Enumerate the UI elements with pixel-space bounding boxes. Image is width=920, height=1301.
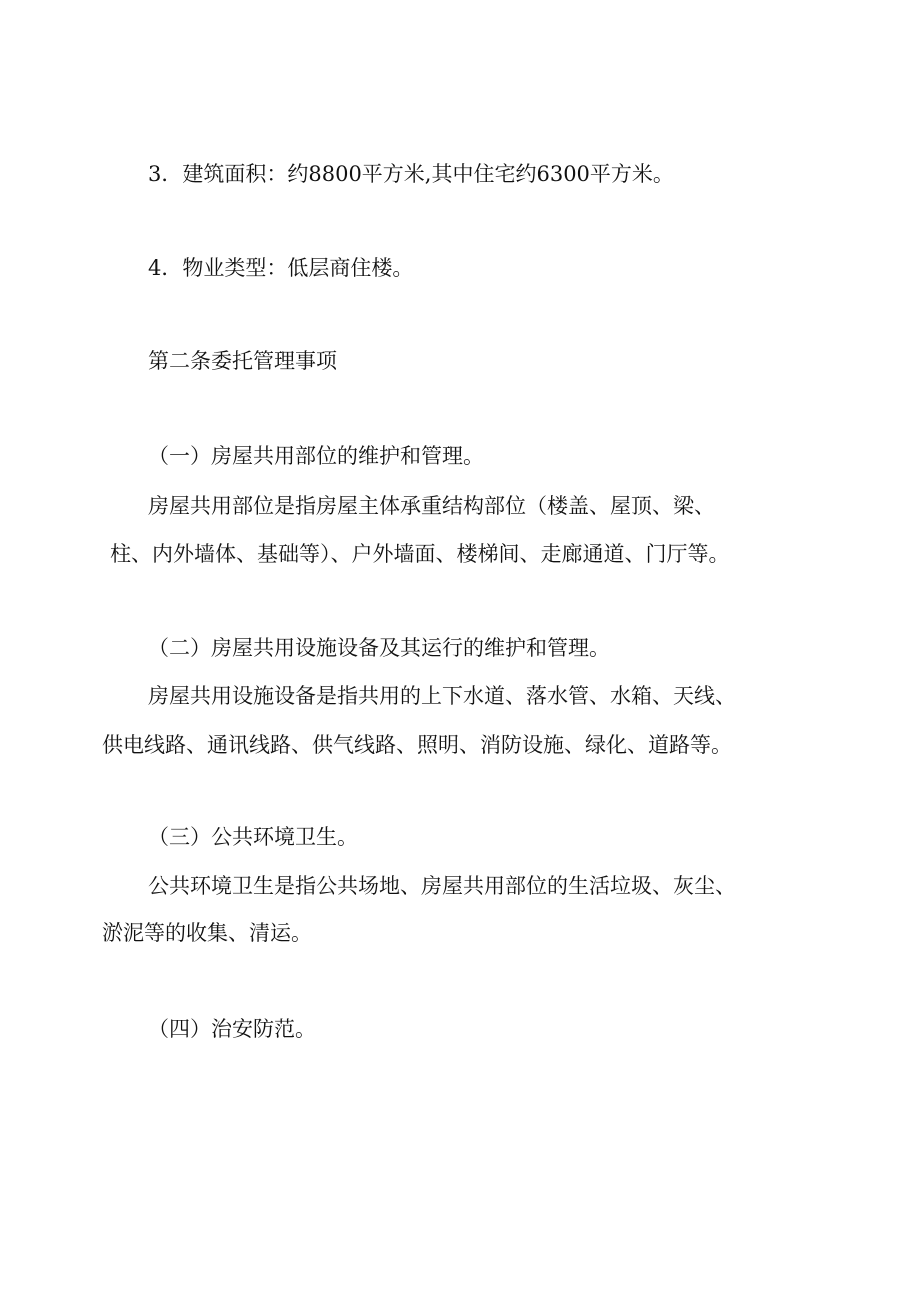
subsection-heading-2: （二）房屋共用设施设备及其运行的维护和管理。 xyxy=(148,636,610,660)
subsection-heading-1: （一）房屋共用部位的维护和管理。 xyxy=(148,444,484,468)
paragraph-3-line-1: 公共环境卫生是指公共场地、房屋共用部位的生活垃圾、灰尘、 xyxy=(148,874,736,898)
paragraph-2-line-2: 供电线路、通讯线路、供气线路、照明、消防设施、绿化、道路等。 xyxy=(102,733,732,757)
paragraph-1-line-1: 房屋共用部位是指房屋主体承重结构部位（楼盖、屋顶、梁、 xyxy=(148,494,715,518)
item-building-area: 3．建筑面积：约8800平方米,其中住宅约6300平方米。 xyxy=(148,162,674,186)
section-title: 第二条委托管理事项 xyxy=(148,349,337,373)
paragraph-3-line-2: 淤泥等的收集、清运。 xyxy=(102,921,312,945)
item-property-type: 4．物业类型：低层商住楼。 xyxy=(148,256,414,280)
paragraph-2-line-1: 房屋共用设施设备是指共用的上下水道、落水管、水箱、天线、 xyxy=(148,684,736,708)
subsection-heading-3: （三）公共环境卫生。 xyxy=(148,825,358,849)
subsection-heading-4: （四）治安防范。 xyxy=(148,1017,316,1041)
paragraph-1-line-2: 柱、内外墙体、基础等）、户外墙面、楼梯间、走廊通道、门厅等。 xyxy=(110,542,730,566)
